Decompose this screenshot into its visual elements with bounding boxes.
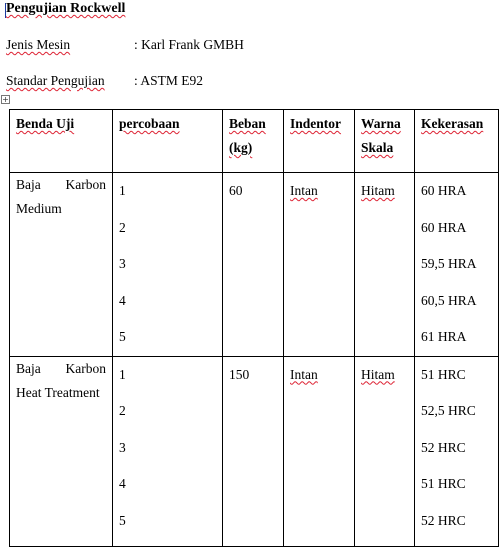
percobaan-value: 2	[119, 403, 126, 418]
cell-beban	[223, 356, 284, 546]
percobaan-value: 2	[119, 219, 126, 235]
kekerasan-value: 51 HRC	[421, 476, 466, 491]
cell-indentor	[284, 173, 355, 357]
rockwell-table	[9, 109, 499, 547]
header-percobaan: percobaan	[113, 110, 223, 173]
cell-kekerasan	[415, 356, 499, 546]
table-header-row	[10, 110, 499, 173]
warna-skala-value: Hitam	[361, 366, 395, 382]
beban-value: 60	[229, 183, 243, 198]
document-title: Pengujian Rockwell	[6, 1, 126, 16]
cell-warna-skala	[355, 356, 415, 546]
kekerasan-value: 60 HRA	[421, 183, 467, 198]
meta-value: : ASTM E92	[134, 73, 204, 88]
kekerasan-value: 59,5 HRA	[421, 256, 477, 271]
beban-value: 150	[229, 366, 250, 382]
kekerasan-value: 52,5 HRC	[421, 403, 476, 418]
header-indentor: Indentor	[284, 110, 355, 173]
kekerasan-value: 61 HRA	[421, 329, 467, 344]
benda-uji-text: Baja Karbon Heat Treatment	[16, 360, 106, 400]
cell-percobaan	[113, 173, 223, 357]
header-benda-uji: Benda Uji	[10, 110, 113, 173]
percobaan-value: 5	[119, 329, 126, 344]
meta-value: : Karl Frank GMBH	[134, 37, 244, 52]
table-row	[10, 173, 499, 357]
benda-uji-text: Baja Karbon Medium	[16, 177, 106, 216]
kekerasan-value: 52 HRC	[421, 512, 466, 528]
percobaan-value: 1	[119, 366, 126, 382]
cell-benda-uji	[10, 173, 113, 357]
header-beban: Beban (kg)	[223, 110, 284, 173]
percobaan-value: 3	[119, 256, 126, 271]
kekerasan-value: 60,5 HRA	[421, 292, 477, 308]
warna-skala-value: Hitam	[361, 183, 395, 198]
percobaan-value: 3	[119, 439, 126, 455]
percobaan-value: 4	[119, 292, 126, 308]
header-warna-skala: Warna Skala	[355, 110, 415, 173]
cell-indentor	[284, 356, 355, 546]
meta-label: Standar Pengujian	[6, 73, 105, 88]
indentor-value: Intan	[290, 183, 318, 198]
percobaan-value: 1	[119, 183, 126, 198]
indentor-value: Intan	[290, 366, 318, 382]
cell-benda-uji	[10, 356, 113, 546]
kekerasan-value: 52 HRC	[421, 439, 466, 455]
kekerasan-value: 60 HRA	[421, 219, 467, 235]
cell-warna-skala	[355, 173, 415, 357]
table-move-handle-icon[interactable]: +	[2, 95, 9, 104]
cell-percobaan	[113, 356, 223, 546]
kekerasan-value: 51 HRC	[421, 366, 466, 382]
table-row	[10, 356, 499, 546]
cell-beban	[223, 173, 284, 357]
header-kekerasan: Kekerasan	[415, 110, 499, 173]
meta-label: Jenis Mesin	[6, 37, 71, 52]
percobaan-value: 5	[119, 512, 126, 528]
percobaan-value: 4	[119, 476, 126, 491]
cell-kekerasan	[415, 173, 499, 357]
